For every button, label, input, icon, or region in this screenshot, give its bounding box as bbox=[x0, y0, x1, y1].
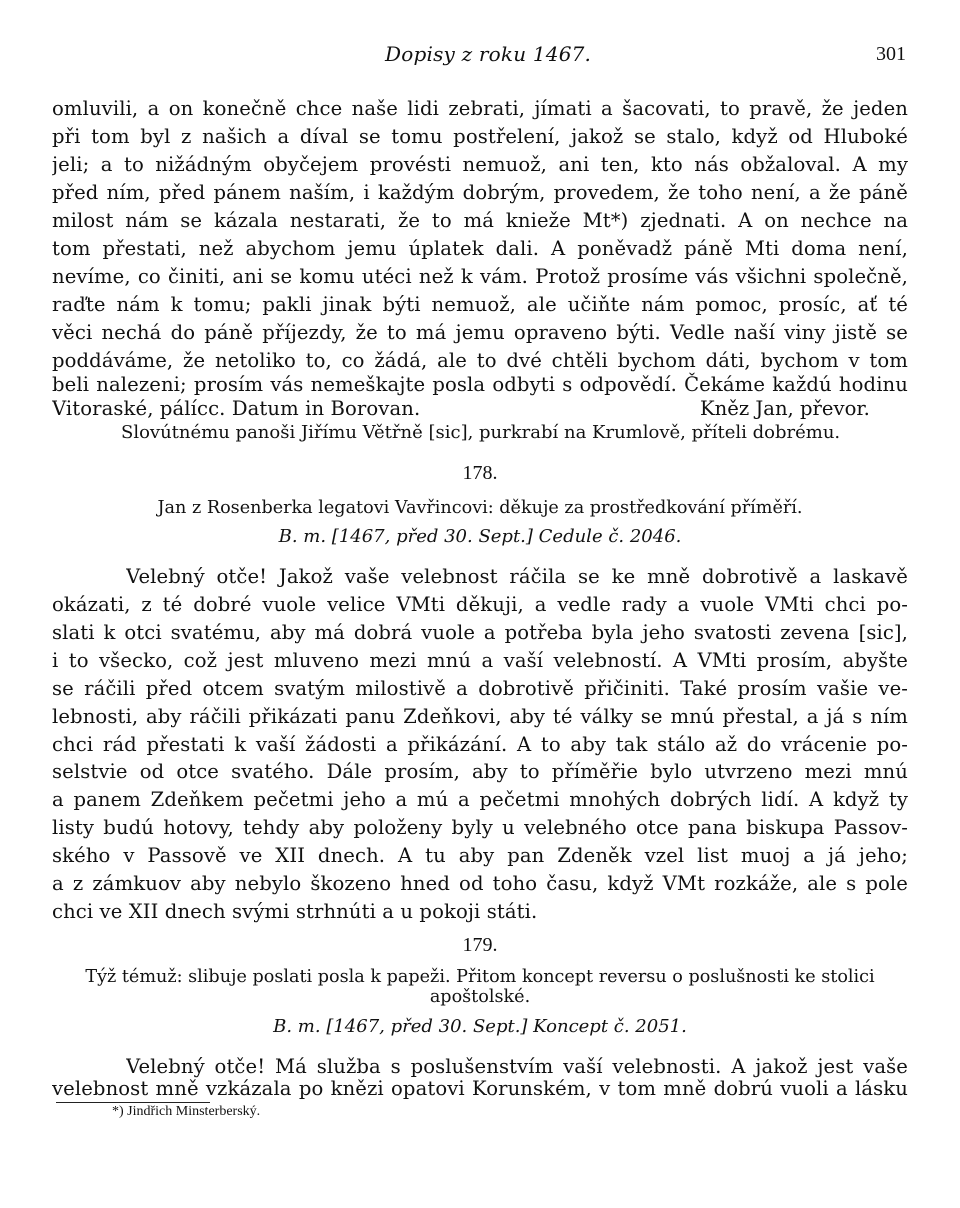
body-line: při tom byl z našich a díval se tomu postřelení, jakož se stalo, když od Hluboké bbox=[52, 125, 908, 148]
body-line: jeli; a to nižádným obyčejem provésti nemuož, ani ten, kto nás obžaloval. A my bbox=[52, 153, 908, 176]
body-line: raďte nám k tomu; pakli jinak býti nemuož, ale učiňte nám pomoc, prosíc, ať té bbox=[52, 293, 908, 316]
document-summary: Týž témuž: slibuje poslati posla k papeži. Přitom koncept reversu o poslušnosti ke stolici bbox=[85, 967, 875, 987]
body-line: a panem Zdeňkem pečetmi jeho a mú a pečetmi mnohých dobrých lidí. A když ty bbox=[52, 788, 908, 811]
body-line: i to všecko, což jest mluveno mezi mnú a vaší velebností. A VMti prosím, abyšte bbox=[52, 649, 908, 672]
footnote: *) Jindřich Minsterberský. bbox=[112, 1104, 261, 1119]
body-line-last: Vitoraské, pálícc. Datum in Borovan. bbox=[52, 397, 421, 420]
body-line: omluvili, a on konečně chce naše lidi zebrati, jímati a šacovati, to pravě, že jeden bbox=[52, 97, 908, 120]
body-line: chci rád přestati k vaší žádosti a přikázání. A to aby tak stálo až do vrácenie po- bbox=[52, 733, 908, 756]
body-line: Velebný otče! Jakož vaše velebnost ráčila se ke mně dobrotivě a laskavě bbox=[126, 565, 908, 588]
body-line: listy budú hotovy, tehdy aby položeny byly u velebného otce pana biskupa Passov- bbox=[52, 816, 908, 839]
body-line: nevíme, co činiti, ani se komu utéci než k vám. Protož prosíme vás všichni společně, bbox=[52, 265, 908, 288]
body-line: selstvie od otce svatého. Dále prosím, aby to příměřie bylo utvrzeno mezi mnú bbox=[52, 760, 908, 783]
body-line: poddáváme, že netoliko to, co žádá, ale to dvé chtěli bychom dáti, bychom v tom bbox=[52, 349, 908, 372]
body-line: se ráčili před otcem svatým milostivě a dobrotivě přičiniti. Také prosím vašie ve- bbox=[52, 677, 908, 700]
body-line: Velebný otče! Má služba s poslušenstvím vaší velebnosti. A jakož jest vaše bbox=[126, 1055, 908, 1078]
document-source: B. m. [1467, před 30. Sept.] Koncept č. 2051. bbox=[273, 1016, 687, 1037]
body-line: ského v Passově ve XII dnech. A tu aby pan Zdeněk vzel list muoj a já jeho; bbox=[52, 844, 908, 867]
body-line: okázati, z té dobré vuole velice VMti děkuji, a vedle rady a vuole VMti chci po- bbox=[52, 593, 908, 616]
body-line: tom přestati, než abychom jemu úplatek dali. A poněvadž páně Mti doma není, bbox=[52, 237, 908, 260]
body-line: lebnosti, aby ráčili přikázati panu Zdeňkovi, aby té války se mnú přestal, a já s ním bbox=[52, 705, 908, 728]
body-line: beli nalezeni; prosím vás nemeškajte posla odbyti s odpovědí. Čekáme každú hodinu bbox=[52, 373, 908, 396]
body-line: věci nechá do páně příjezdy, že to má jemu opraveno býti. Vedle naší viny jistě se bbox=[52, 321, 908, 344]
body-line: milost nám se kázala nestarati, že to má knieže Mt*) zjednati. A on nechce na bbox=[52, 209, 908, 232]
body-line: před ním, před pánem naším, i každým dobrým, provedem, že toho není, a že páně bbox=[52, 181, 908, 204]
footnote-rule bbox=[56, 1102, 210, 1103]
page-number: 301 bbox=[876, 43, 906, 65]
body-line: velebnost mně vzkázala po knězi opatovi Korunském, v tom mně dobrú vuoli a lásku bbox=[52, 1077, 908, 1100]
body-line: slati k otci svatému, aby má dobrá vuole a potřeba byla jeho svatosti zevena [sic], bbox=[52, 621, 908, 644]
body-line: a z zámkuov aby nebylo škozeno hned od toho času, když VMt rozkáže, ale s pole bbox=[52, 872, 908, 895]
running-header-title: Dopisy z roku 1467. bbox=[385, 42, 592, 66]
document-summary-continued: apoštolské. bbox=[429, 987, 531, 1007]
document-number: 178. bbox=[462, 462, 498, 484]
document-source: B. m. [1467, před 30. Sept.] Cedule č. 2046. bbox=[278, 526, 682, 547]
document-summary: Jan z Rosenberka legatovi Vavřincovi: děkuje za prostředkování příměří. bbox=[157, 498, 803, 518]
body-line-last: chci ve XII dnech svými strhnúti a u pokoji státi. bbox=[52, 900, 538, 923]
letter-address: Slovútnému panoši Jiřímu Větřně [sic], purkrabí na Krumlově, příteli dobrému. bbox=[121, 422, 841, 443]
document-number: 179. bbox=[462, 934, 498, 956]
signature: Kněz Jan, převor. bbox=[700, 397, 870, 420]
